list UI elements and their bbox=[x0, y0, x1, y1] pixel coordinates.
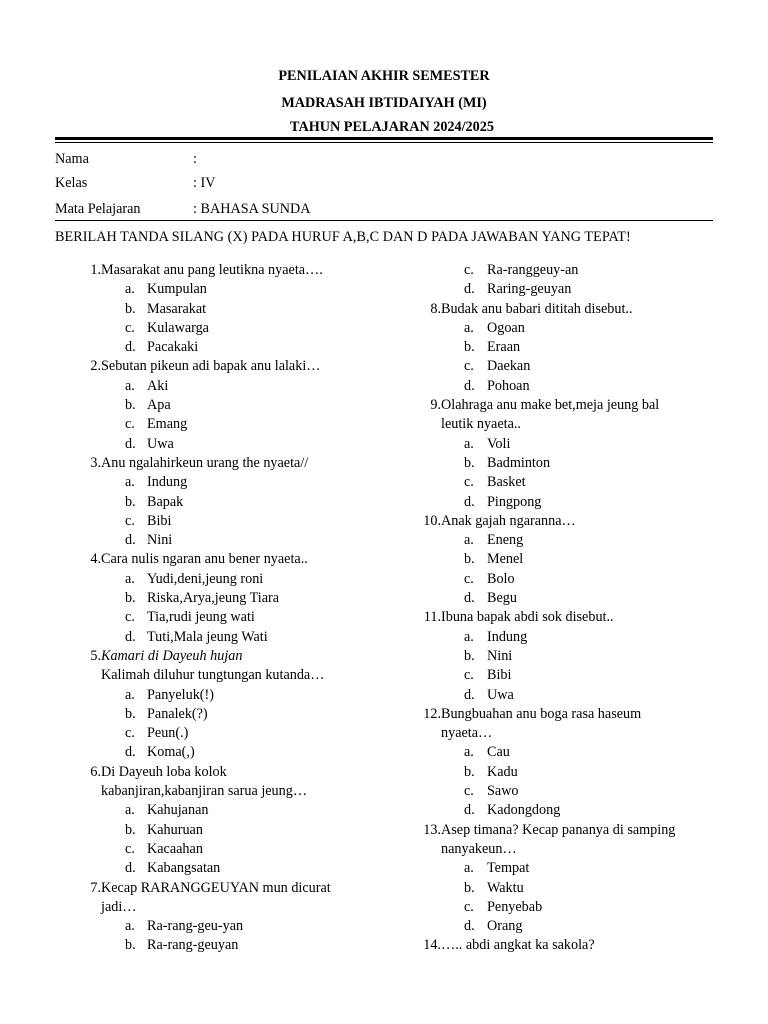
answer-option bbox=[55, 493, 385, 512]
option-letter: c. bbox=[464, 474, 474, 491]
option-letter: d. bbox=[464, 377, 475, 394]
option-letter: a. bbox=[464, 860, 474, 877]
question-text: nyaeta… bbox=[441, 725, 493, 742]
question-line bbox=[410, 396, 715, 415]
question-line bbox=[410, 936, 715, 955]
answer-option bbox=[410, 763, 715, 782]
option-text: Eraan bbox=[487, 339, 521, 356]
question-line bbox=[410, 608, 715, 627]
question-line bbox=[410, 724, 715, 743]
option-letter: d. bbox=[464, 918, 475, 935]
answer-option bbox=[55, 570, 385, 589]
question-text: Anu ngalahirkeun urang the nyaeta// bbox=[101, 454, 309, 471]
question-text: Masarakat anu pang leutikna nyaeta…. bbox=[101, 262, 323, 278]
option-text: Ra-rang-geu-yan bbox=[147, 918, 244, 935]
question-item bbox=[55, 261, 385, 357]
answer-option bbox=[410, 743, 715, 762]
answer-option bbox=[410, 338, 715, 357]
option-letter: d. bbox=[464, 802, 475, 819]
question-number: 6. bbox=[90, 763, 101, 780]
option-letter: b. bbox=[125, 300, 136, 317]
info-label: Kelas bbox=[55, 175, 88, 191]
question-item bbox=[55, 647, 385, 763]
question-text: Kecap RARANGGEUYAN mun dicurat bbox=[101, 879, 331, 896]
option-text: Bibi bbox=[147, 512, 172, 529]
option-text: Yudi,deni,jeung roni bbox=[147, 570, 264, 587]
option-letter: b. bbox=[464, 647, 475, 664]
answer-option bbox=[55, 686, 385, 705]
question-number: 10. bbox=[423, 512, 441, 529]
question-item bbox=[410, 300, 715, 396]
option-letter: b. bbox=[464, 339, 475, 356]
option-letter: b. bbox=[125, 705, 136, 722]
answer-option bbox=[410, 782, 715, 801]
info-label: Nama bbox=[55, 151, 89, 167]
answer-option bbox=[55, 724, 385, 743]
option-text: Menel bbox=[487, 551, 524, 568]
option-letter: c. bbox=[464, 358, 474, 375]
question-text: Budak anu babari dititah disebut.. bbox=[441, 300, 633, 317]
option-letter: b. bbox=[464, 879, 475, 896]
question-item bbox=[410, 396, 715, 512]
option-letter: a. bbox=[464, 744, 474, 761]
option-text: Indung bbox=[487, 628, 528, 645]
answer-option bbox=[410, 898, 715, 917]
option-letter: a. bbox=[464, 532, 474, 549]
question-number: 1. bbox=[90, 262, 101, 278]
option-text: Kabangsatan bbox=[147, 860, 221, 877]
option-text: Cau bbox=[487, 744, 510, 761]
question-line bbox=[410, 300, 715, 319]
question-line bbox=[410, 415, 715, 434]
option-letter: b. bbox=[464, 551, 475, 568]
answer-option bbox=[55, 743, 385, 762]
option-text: Ra-ranggeuy-an bbox=[487, 262, 579, 278]
option-text: Kacaahan bbox=[147, 840, 203, 857]
option-text: Indung bbox=[147, 474, 188, 491]
answer-option bbox=[410, 454, 715, 473]
answer-option bbox=[410, 531, 715, 550]
question-text: kabanjiran,kabanjiran sarua jeung… bbox=[101, 783, 308, 800]
option-text: Uwa bbox=[147, 435, 174, 452]
question-item bbox=[410, 821, 715, 937]
question-text: Anak gajah ngaranna… bbox=[441, 512, 576, 529]
question-item bbox=[55, 763, 385, 879]
option-text: Kulawarga bbox=[147, 319, 209, 336]
option-text: Peun(.) bbox=[147, 725, 189, 742]
answer-option bbox=[55, 473, 385, 492]
option-text: Badminton bbox=[487, 454, 551, 471]
option-text: Kahujanan bbox=[147, 802, 209, 819]
question-line bbox=[55, 550, 385, 569]
option-letter: a. bbox=[464, 435, 474, 452]
question-line bbox=[55, 261, 385, 280]
question-number: 8. bbox=[430, 300, 441, 317]
answer-option bbox=[55, 300, 385, 319]
question-item bbox=[55, 357, 385, 453]
option-letter: c. bbox=[125, 840, 135, 857]
info-value: : bbox=[193, 151, 197, 167]
questions-left-column bbox=[55, 261, 385, 956]
option-letter: a. bbox=[125, 281, 135, 298]
info-value: : BAHASA SUNDA bbox=[193, 201, 311, 217]
option-text: Bolo bbox=[487, 570, 515, 587]
question-number: 5. bbox=[90, 647, 101, 664]
option-text: Tempat bbox=[487, 860, 530, 877]
option-text: Daekan bbox=[487, 358, 531, 375]
info-label: Mata Pelajaran bbox=[55, 201, 141, 217]
question-text: Di Dayeuh loba kolok bbox=[101, 763, 227, 780]
option-text: Masarakat bbox=[147, 300, 207, 317]
question-item bbox=[410, 705, 715, 821]
answer-option bbox=[410, 628, 715, 647]
question-text: Bungbuahan anu boga rasa haseum bbox=[441, 705, 642, 722]
answer-option bbox=[55, 840, 385, 859]
option-letter: a. bbox=[464, 628, 474, 645]
option-letter: c. bbox=[125, 416, 135, 433]
option-text: Begu bbox=[487, 590, 517, 607]
question-text: Ibuna bapak abdi sok disebut.. bbox=[441, 609, 614, 626]
option-text: Ra-rang-geuyan bbox=[147, 937, 239, 954]
option-letter: b. bbox=[125, 397, 136, 414]
question-item bbox=[410, 608, 715, 704]
option-text: Pingpong bbox=[487, 493, 542, 510]
answer-option bbox=[55, 280, 385, 299]
school-name: MADRASAH IBTIDAIYAH (MI) bbox=[281, 95, 487, 111]
question-line bbox=[410, 705, 715, 724]
answer-option bbox=[55, 377, 385, 396]
question-text: Asep timana? Kecap pananya di samping bbox=[441, 821, 676, 838]
option-text: Aki bbox=[147, 377, 169, 394]
school-year: TAHUN PELAJARAN 2024/2025 bbox=[290, 119, 494, 135]
answer-option bbox=[55, 319, 385, 338]
answer-option bbox=[410, 261, 715, 280]
question-item bbox=[55, 550, 385, 646]
option-text: Nini bbox=[487, 647, 513, 664]
option-letter: a. bbox=[125, 686, 135, 703]
question-item bbox=[55, 879, 385, 956]
option-letter: c. bbox=[125, 512, 135, 529]
answer-option bbox=[55, 338, 385, 357]
option-text: Riska,Arya,jeung Tiara bbox=[147, 590, 280, 607]
header-divider-thick bbox=[55, 137, 713, 140]
option-text: Uwa bbox=[487, 686, 514, 703]
question-item bbox=[410, 261, 715, 300]
option-text: Basket bbox=[487, 474, 526, 491]
option-letter: b. bbox=[125, 937, 136, 954]
option-letter: b. bbox=[125, 821, 136, 838]
option-letter: b. bbox=[464, 454, 475, 471]
info-value: : IV bbox=[193, 175, 216, 191]
question-line bbox=[55, 357, 385, 376]
header-divider-thin bbox=[55, 142, 713, 143]
question-text: Kamari di Dayeuh hujan bbox=[101, 647, 243, 664]
option-text: Pacakaki bbox=[147, 339, 199, 356]
questions-right-column bbox=[410, 261, 715, 956]
option-letter: a. bbox=[125, 802, 135, 819]
option-text: Kadu bbox=[487, 763, 518, 780]
answer-option bbox=[410, 917, 715, 936]
answer-option bbox=[55, 705, 385, 724]
answer-option bbox=[410, 570, 715, 589]
question-text: Kalimah diluhur tungtungan kutanda… bbox=[101, 667, 325, 684]
option-letter: d. bbox=[125, 339, 136, 356]
question-line bbox=[55, 647, 385, 666]
question-text: ….. abdi angkat ka sakola? bbox=[441, 937, 595, 954]
option-text: Kumpulan bbox=[147, 281, 207, 298]
info-divider bbox=[55, 220, 713, 221]
answer-option bbox=[410, 589, 715, 608]
question-line bbox=[55, 898, 385, 917]
option-text: Sawo bbox=[487, 783, 519, 800]
answer-option bbox=[410, 686, 715, 705]
question-line bbox=[55, 454, 385, 473]
question-item bbox=[410, 936, 715, 955]
info-row-name bbox=[55, 151, 713, 171]
option-text: Kadongdong bbox=[487, 802, 561, 819]
answer-option bbox=[410, 666, 715, 685]
option-letter: c. bbox=[125, 319, 135, 336]
option-letter: d. bbox=[125, 532, 136, 549]
answer-option bbox=[55, 435, 385, 454]
option-letter: a. bbox=[464, 319, 474, 336]
question-number: 12. bbox=[423, 705, 441, 722]
answer-option bbox=[55, 415, 385, 434]
instruction-text: BERILAH TANDA SILANG (X) PADA HURUF A,B,C DAN D PADA JAWABAN YANG TEPAT! bbox=[55, 229, 631, 245]
question-line bbox=[410, 821, 715, 840]
option-letter: d. bbox=[464, 281, 475, 298]
option-letter: b. bbox=[125, 590, 136, 607]
option-letter: c. bbox=[464, 262, 474, 278]
option-letter: c. bbox=[464, 667, 474, 684]
option-letter: d. bbox=[125, 435, 136, 452]
option-text: Penyebab bbox=[487, 898, 543, 915]
answer-option bbox=[55, 628, 385, 647]
option-letter: a. bbox=[125, 377, 135, 394]
option-letter: d. bbox=[464, 590, 475, 607]
option-letter: c. bbox=[464, 898, 474, 915]
question-item bbox=[55, 454, 385, 550]
answer-option bbox=[410, 550, 715, 569]
option-letter: b. bbox=[125, 493, 136, 510]
option-letter: d. bbox=[464, 493, 475, 510]
option-text: Panalek(?) bbox=[147, 705, 208, 722]
option-letter: a. bbox=[125, 918, 135, 935]
question-number: 7. bbox=[90, 879, 101, 896]
question-number: 14. bbox=[423, 937, 441, 954]
option-text: Panyeluk(!) bbox=[147, 686, 214, 703]
exam-title: PENILAIAN AKHIR SEMESTER bbox=[278, 68, 490, 84]
question-number: 4. bbox=[90, 551, 101, 568]
option-text: Tia,rudi jeung wati bbox=[147, 609, 255, 626]
option-letter: d. bbox=[125, 744, 136, 761]
option-text: Apa bbox=[147, 397, 171, 414]
answer-option bbox=[55, 936, 385, 955]
info-row-subject bbox=[55, 201, 713, 221]
option-text: Bibi bbox=[487, 667, 512, 684]
question-number: 11. bbox=[423, 609, 441, 626]
answer-option bbox=[55, 801, 385, 820]
answer-option bbox=[55, 589, 385, 608]
answer-option bbox=[410, 319, 715, 338]
answer-option bbox=[55, 917, 385, 936]
option-letter: c. bbox=[464, 570, 474, 587]
option-text: Raring-geuyan bbox=[487, 281, 572, 298]
answer-option bbox=[410, 280, 715, 299]
question-line bbox=[410, 840, 715, 859]
question-line bbox=[55, 666, 385, 685]
question-number: 3. bbox=[90, 454, 101, 471]
option-text: Orang bbox=[487, 918, 523, 935]
answer-option bbox=[410, 473, 715, 492]
option-text: Tuti,Mala jeung Wati bbox=[147, 628, 268, 645]
answer-option bbox=[410, 493, 715, 512]
answer-option bbox=[410, 435, 715, 454]
answer-option bbox=[55, 512, 385, 531]
option-letter: d. bbox=[125, 860, 136, 877]
info-row-class bbox=[55, 175, 713, 195]
answer-option bbox=[55, 859, 385, 878]
answer-option bbox=[55, 531, 385, 550]
question-number: 13. bbox=[423, 821, 441, 838]
option-letter: c. bbox=[464, 783, 474, 800]
answer-option bbox=[410, 377, 715, 396]
option-text: Pohoan bbox=[487, 377, 530, 394]
question-line bbox=[55, 782, 385, 801]
option-letter: d. bbox=[464, 686, 475, 703]
question-item bbox=[410, 512, 715, 608]
question-line bbox=[55, 763, 385, 782]
question-text: nanyakeun… bbox=[441, 840, 517, 857]
question-text: Sebutan pikeun adi bapak anu lalaki… bbox=[101, 358, 321, 375]
answer-option bbox=[55, 821, 385, 840]
option-letter: a. bbox=[125, 474, 135, 491]
option-text: Emang bbox=[147, 416, 188, 433]
question-number: 2. bbox=[90, 358, 101, 375]
option-text: Kahuruan bbox=[147, 821, 203, 838]
option-text: Eneng bbox=[487, 532, 524, 549]
question-line bbox=[55, 879, 385, 898]
option-text: Ogoan bbox=[487, 319, 525, 336]
question-line bbox=[410, 512, 715, 531]
answer-option bbox=[410, 801, 715, 820]
question-text: leutik nyaeta.. bbox=[441, 416, 521, 433]
question-text: jadi… bbox=[101, 898, 137, 915]
answer-option bbox=[410, 357, 715, 376]
option-letter: b. bbox=[464, 763, 475, 780]
option-letter: d. bbox=[125, 628, 136, 645]
answer-option bbox=[410, 647, 715, 666]
option-text: Voli bbox=[487, 435, 511, 452]
answer-option bbox=[410, 879, 715, 898]
question-number: 9. bbox=[430, 397, 441, 414]
option-text: Bapak bbox=[147, 493, 184, 510]
option-letter: c. bbox=[125, 609, 135, 626]
answer-option bbox=[410, 859, 715, 878]
option-text: Koma(,) bbox=[147, 744, 195, 761]
option-text: Nini bbox=[147, 532, 173, 549]
option-text: Waktu bbox=[487, 879, 524, 896]
question-text: Olahraga anu make bet,meja jeung bal bbox=[441, 397, 660, 414]
answer-option bbox=[55, 608, 385, 627]
question-text: Cara nulis ngaran anu bener nyaeta.. bbox=[101, 551, 308, 568]
option-letter: c. bbox=[125, 725, 135, 742]
option-letter: a. bbox=[125, 570, 135, 587]
answer-option bbox=[55, 396, 385, 415]
